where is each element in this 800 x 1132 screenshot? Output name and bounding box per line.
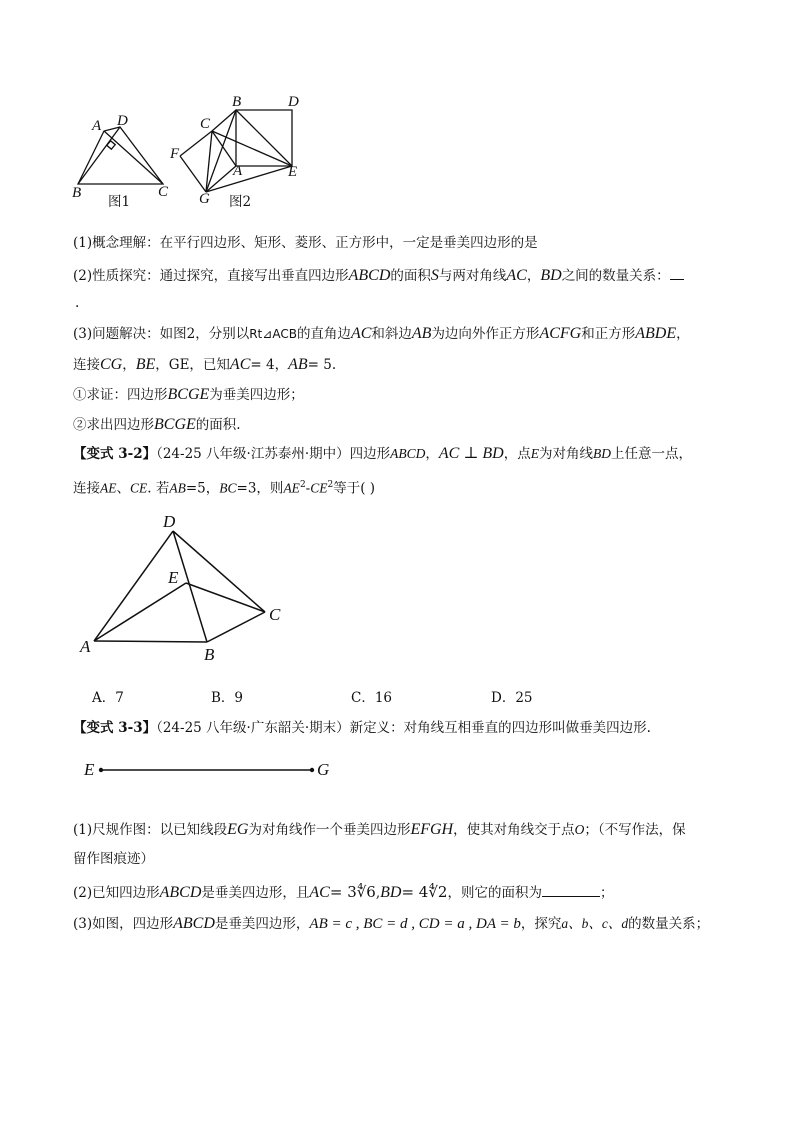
- q-part-3: (3)问题解决：如图2，分别以Rt⊿ACB的直角边AC和斜边AB为边向外作正方形ACFG和正方形ABDE，: [73, 325, 690, 342]
- fig3-label-d: D: [163, 512, 176, 531]
- q-part-2: (2)性质探究：通过探究，直接写出垂直四边形ABCD的面积S与两对角线AC，BD之间的数量关系：: [73, 268, 684, 284]
- variant-3-3-part-2: (2)已知四边形ABCD是垂美四边形，且AC= 3∜6,BD= 4∜2，则它的面积为 ；: [73, 883, 614, 901]
- variant-3-3-part-1-line2: 留作图痕迹）: [73, 851, 154, 867]
- choice-a[interactable]: A．7: [92, 690, 124, 706]
- choice-b[interactable]: B．9: [211, 690, 244, 706]
- fig2-label-a: A: [233, 163, 243, 179]
- fig2-label-f: F: [170, 146, 180, 162]
- fig2-label-c: C: [200, 116, 211, 132]
- fig3-label-e: E: [168, 568, 179, 587]
- fig1-label-c: C: [158, 184, 169, 200]
- variant-3-3-stem: 【变式 3-3】（24-25 八年级·广东韶关·期末）新定义：对角线互相垂直的四边形叫做垂美四边形.: [73, 720, 651, 736]
- variant-3-2-stem: 【变式 3-2】（24-25 八年级·江苏泰州·期中）四边形ABCD，AC ⊥ BD，点E为对角线BD上任意一点，: [73, 445, 692, 462]
- q-part-3-sub1: ①求证：四边形BCGE为垂美四边形；: [73, 386, 304, 403]
- segment-label-e: E: [84, 760, 95, 779]
- choice-c[interactable]: C．16: [351, 690, 393, 706]
- fig2-label-g: G: [199, 191, 210, 207]
- fig3-label-b: B: [204, 645, 215, 664]
- fig2-label-b: B: [232, 94, 242, 110]
- fig2-label-d: D: [288, 94, 299, 110]
- variant-3-2-stem-line2: 连接AE、CE. 若AB=5，BC=3，则$AE^2-CE^2$等于( ): [73, 480, 376, 497]
- fig1-caption: 图1: [108, 194, 131, 210]
- fig3-label-c: C: [269, 605, 281, 624]
- fig1-label-d: D: [117, 113, 128, 129]
- fig1-label-a: A: [92, 118, 102, 134]
- answer-blank-area[interactable]: [542, 896, 600, 897]
- fig1-label-b: B: [72, 185, 82, 201]
- q-part-2-end: .: [75, 295, 80, 311]
- variant-3-3-part-1: (1)尺规作图：以已知线段EG为对角线作一个垂美四边形EFGH，使其对角线交于点O；（不写作法，保: [73, 821, 686, 838]
- choice-d[interactable]: D．25: [491, 690, 533, 706]
- q-part-3-sub2: ②求出四边形BCGE的面积.: [73, 416, 241, 433]
- fig2-label-e: E: [288, 164, 298, 180]
- q-part-3-line2: 连接CG，BE，GE，已知AC= 4，AB= 5.: [73, 356, 337, 373]
- q-part-1: (1)概念理解：在平行四边形、矩形、菱形、正方形中，一定是垂美四边形的是: [73, 235, 538, 251]
- variant-3-3-part-3: (3)如图，四边形ABCD是垂美四边形，AB = c , BC = d , CD = a , DA = b，探究a、b、c、d的数量关系；: [73, 915, 710, 932]
- segment-label-g: G: [317, 760, 330, 779]
- fig3-label-a: A: [80, 637, 91, 656]
- fig2-caption: 图2: [229, 194, 252, 210]
